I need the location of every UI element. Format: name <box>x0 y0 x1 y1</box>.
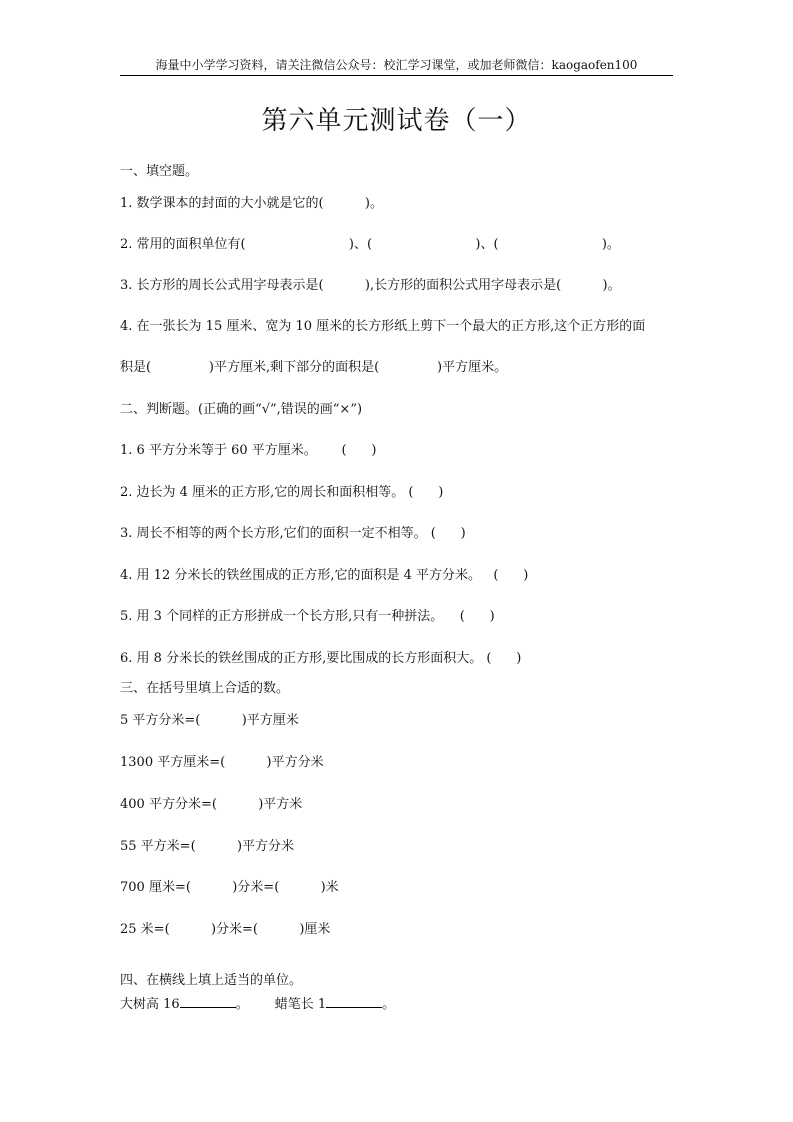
question-1-1: 1. 数学课本的封面的大小就是它的( )。 <box>120 196 384 211</box>
question-4-b-blank <box>326 995 382 1008</box>
question-3-1: 5 平方分米=( )平方厘米 <box>120 713 299 728</box>
section-true-false-heading: 二、判断题。(正确的画“√”,错误的画“×”) <box>120 402 363 417</box>
question-4-a-blank <box>180 995 236 1008</box>
question-3-2: 1300 平方厘米=( )平方分米 <box>120 755 324 770</box>
question-4-a-prefix: 大树高 16 <box>120 997 180 1012</box>
question-3-6: 25 米=( )分米=( )厘米 <box>120 922 331 937</box>
question-4-row <box>120 995 395 1014</box>
question-1-3: 3. 长方形的周长公式用字母表示是( ),长方形的面积公式用字母表示是( )。 <box>120 278 621 293</box>
question-2-1: 1. 6 平方分米等于 60 平方厘米。 ( ) <box>120 443 377 458</box>
header-divider <box>120 75 673 76</box>
question-3-5: 700 厘米=( )分米=( )米 <box>120 880 339 895</box>
question-2-2: 2. 边长为 4 厘米的正方形,它的周长和面积相等。 ( ) <box>120 485 444 500</box>
question-4-b-prefix: 蜡笔长 1 <box>274 997 327 1012</box>
section-conversion-heading: 三、在括号里填上合适的数。 <box>120 681 290 696</box>
question-3-4: 55 平方米=( )平方分米 <box>120 839 295 854</box>
question-1-4-line-1: 4. 在一张长为 15 厘米、宽为 10 厘米的长方形纸上剪下一个最大的正方形,这个正方形的面 <box>120 319 646 334</box>
question-4-b-suffix: 。 <box>382 997 396 1012</box>
question-2-4: 4. 用 12 分米长的铁丝围成的正方形,它的面积是 4 平方分米。 ( ) <box>120 568 529 583</box>
question-3-3: 400 平方分米=( )平方米 <box>120 797 303 812</box>
question-1-4-line-2: 积是( )平方厘米,剩下部分的面积是( )平方厘米。 <box>120 360 508 375</box>
section-units-heading: 四、在横线上填上适当的单位。 <box>120 973 303 988</box>
question-4-a-suffix: 。 <box>235 997 249 1012</box>
question-2-3: 3. 周长不相等的两个长方形,它们的面积一定不相等。 ( ) <box>120 526 466 541</box>
section-fill-in-heading: 一、填空题。 <box>120 164 199 179</box>
question-2-6: 6. 用 8 分米长的铁丝围成的正方形,要比围成的长方形面积大。 ( ) <box>120 651 522 666</box>
question-2-5: 5. 用 3 个同样的正方形拼成一个长方形,只有一种拼法。 ( ) <box>120 609 495 624</box>
page-title: 第六单元测试卷（一） <box>261 106 532 136</box>
question-1-2: 2. 常用的面积单位有( )、( )、( )。 <box>120 237 620 252</box>
header-note: 海量中小学学习资料，请关注微信公众号：校汇学习课堂，或加老师微信：kaogaofen100 <box>155 58 638 72</box>
